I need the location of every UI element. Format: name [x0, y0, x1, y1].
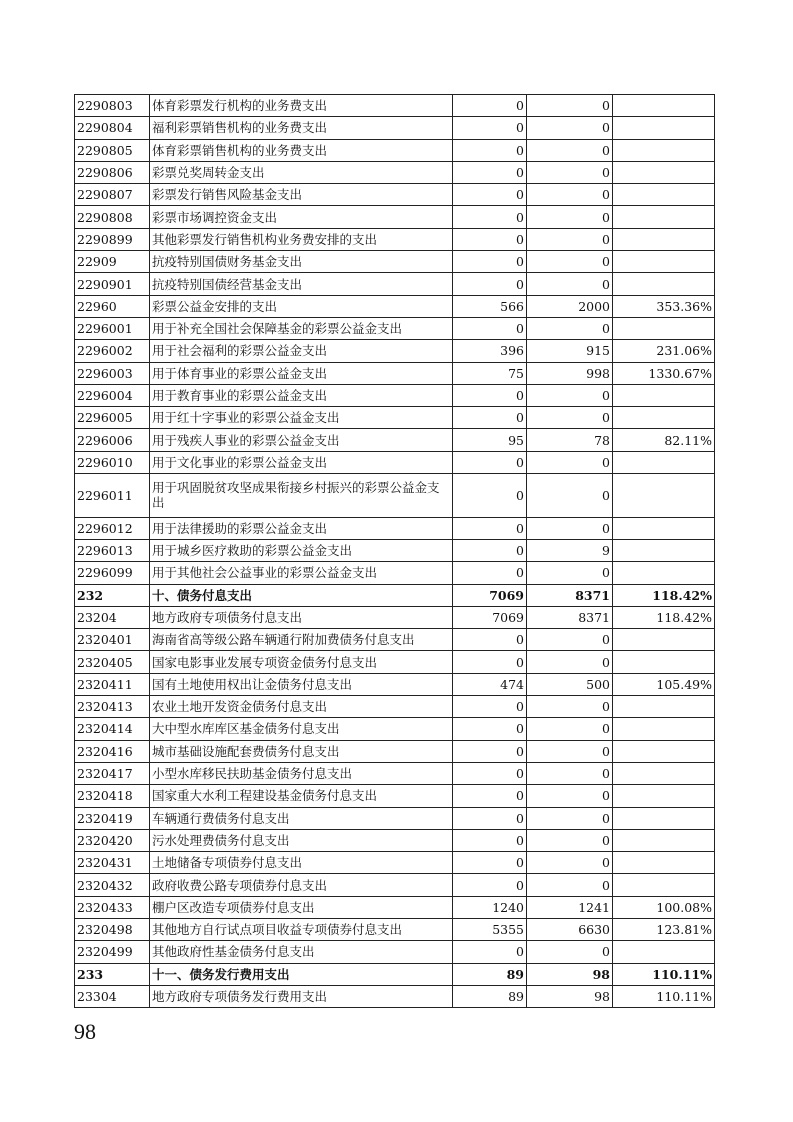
table-row: [75, 407, 715, 429]
page-number: 98: [74, 1019, 96, 1044]
cell-value-1: 396: [453, 340, 527, 362]
cell-percent: [613, 651, 715, 673]
cell-code: 2320418: [75, 785, 150, 807]
table-row: [75, 629, 715, 651]
cell-code: 23204: [75, 606, 150, 628]
cell-value-2: 0: [527, 829, 613, 851]
cell-value-2: 915: [527, 340, 613, 362]
cell-name: 抗疫特别国债经营基金支出: [150, 273, 453, 295]
cell-value-1: 0: [453, 852, 527, 874]
table-row: [75, 184, 715, 206]
table-row: [75, 139, 715, 161]
table-row: [75, 384, 715, 406]
cell-value-2: 0: [527, 740, 613, 762]
cell-value-2: 0: [527, 562, 613, 584]
cell-percent: [613, 807, 715, 829]
table-row: [75, 317, 715, 339]
cell-code: 233: [75, 963, 150, 985]
table-row: [75, 273, 715, 295]
cell-value-1: 0: [453, 807, 527, 829]
cell-code: 2320413: [75, 696, 150, 718]
cell-name: 其他政府性基金债务付息支出: [150, 941, 453, 963]
cell-code: 2320417: [75, 762, 150, 784]
cell-value-1: 0: [453, 740, 527, 762]
table-row: [75, 95, 715, 117]
cell-value-1: 0: [453, 161, 527, 183]
cell-percent: [613, 718, 715, 740]
cell-value-1: 0: [453, 206, 527, 228]
cell-code: 2296001: [75, 317, 150, 339]
cell-name: 用于城乡医疗救助的彩票公益金支出: [150, 539, 453, 561]
cell-code: 232: [75, 584, 150, 606]
cell-name: 其他彩票发行销售机构业务费安排的支出: [150, 228, 453, 250]
cell-value-1: 0: [453, 407, 527, 429]
cell-percent: [613, 517, 715, 539]
cell-name: 国家电影事业发展专项资金债务付息支出: [150, 651, 453, 673]
cell-percent: [613, 228, 715, 250]
cell-name: 福利彩票销售机构的业务费支出: [150, 117, 453, 139]
cell-name: 小型水库移民扶助基金债务付息支出: [150, 762, 453, 784]
cell-value-1: 0: [453, 251, 527, 273]
cell-percent: 118.42%: [613, 584, 715, 606]
cell-value-2: 0: [527, 228, 613, 250]
cell-value-1: 0: [453, 474, 527, 518]
cell-percent: 231.06%: [613, 340, 715, 362]
cell-value-2: 998: [527, 362, 613, 384]
table-row: [75, 718, 715, 740]
cell-name: 用于残疾人事业的彩票公益金支出: [150, 429, 453, 451]
table-row: [75, 161, 715, 183]
cell-name: 彩票市场调控资金支出: [150, 206, 453, 228]
cell-value-1: 0: [453, 384, 527, 406]
cell-code: 2290807: [75, 184, 150, 206]
cell-name: 体育彩票销售机构的业务费支出: [150, 139, 453, 161]
cell-name: 棚户区改造专项债券付息支出: [150, 896, 453, 918]
table-row: [75, 785, 715, 807]
table-row: [75, 340, 715, 362]
cell-percent: [613, 161, 715, 183]
cell-value-1: 0: [453, 651, 527, 673]
cell-name: 十一、债务发行费用支出: [150, 963, 453, 985]
cell-value-1: 89: [453, 985, 527, 1007]
cell-value-2: 0: [527, 941, 613, 963]
cell-code: 2320433: [75, 896, 150, 918]
cell-code: 23304: [75, 985, 150, 1007]
cell-value-2: 0: [527, 785, 613, 807]
cell-percent: [613, 941, 715, 963]
cell-value-2: 8371: [527, 584, 613, 606]
table-row: [75, 941, 715, 963]
cell-value-1: 7069: [453, 606, 527, 628]
table-row: [75, 362, 715, 384]
cell-code: 2296099: [75, 562, 150, 584]
cell-name: 彩票公益金安排的支出: [150, 295, 453, 317]
cell-value-2: 0: [527, 317, 613, 339]
table-row: [75, 762, 715, 784]
cell-value-2: 0: [527, 184, 613, 206]
cell-percent: [613, 251, 715, 273]
cell-percent: 105.49%: [613, 673, 715, 695]
cell-code: 2320419: [75, 807, 150, 829]
cell-percent: 123.81%: [613, 918, 715, 940]
cell-value-2: 2000: [527, 295, 613, 317]
cell-code: 2320420: [75, 829, 150, 851]
cell-percent: [613, 829, 715, 851]
cell-name: 体育彩票发行机构的业务费支出: [150, 95, 453, 117]
cell-percent: 110.11%: [613, 985, 715, 1007]
cell-value-1: 5355: [453, 918, 527, 940]
cell-percent: [613, 696, 715, 718]
cell-value-2: 9: [527, 539, 613, 561]
table-row: [75, 673, 715, 695]
cell-value-1: 1240: [453, 896, 527, 918]
cell-value-1: 0: [453, 874, 527, 896]
cell-value-2: 78: [527, 429, 613, 451]
cell-code: 2296002: [75, 340, 150, 362]
cell-percent: [613, 562, 715, 584]
cell-code: 2296006: [75, 429, 150, 451]
table-row: [75, 451, 715, 473]
cell-value-2: 0: [527, 696, 613, 718]
table-row: [75, 251, 715, 273]
cell-percent: [613, 384, 715, 406]
cell-name: 用于其他社会公益事业的彩票公益金支出: [150, 562, 453, 584]
cell-value-2: 0: [527, 139, 613, 161]
cell-percent: [613, 451, 715, 473]
cell-code: 2290806: [75, 161, 150, 183]
cell-code: 2320498: [75, 918, 150, 940]
cell-percent: 118.42%: [613, 606, 715, 628]
cell-value-1: 0: [453, 829, 527, 851]
cell-value-1: 0: [453, 184, 527, 206]
cell-name: 用于文化事业的彩票公益金支出: [150, 451, 453, 473]
cell-value-1: 0: [453, 517, 527, 539]
cell-value-1: 95: [453, 429, 527, 451]
cell-name: 彩票兑奖周转金支出: [150, 161, 453, 183]
cell-value-1: 0: [453, 139, 527, 161]
cell-code: 2296011: [75, 474, 150, 518]
cell-name: 海南省高等级公路车辆通行附加费债务付息支出: [150, 629, 453, 651]
table-row: [75, 228, 715, 250]
cell-code: 2320431: [75, 852, 150, 874]
cell-code: 2296013: [75, 539, 150, 561]
table-row: [75, 606, 715, 628]
cell-code: 2296005: [75, 407, 150, 429]
cell-percent: [613, 852, 715, 874]
cell-code: 2290804: [75, 117, 150, 139]
cell-value-2: 6630: [527, 918, 613, 940]
cell-value-1: 566: [453, 295, 527, 317]
cell-value-1: 0: [453, 762, 527, 784]
cell-value-2: 0: [527, 807, 613, 829]
table-row: [75, 517, 715, 539]
cell-code: 2290901: [75, 273, 150, 295]
cell-percent: [613, 95, 715, 117]
cell-code: 2296010: [75, 451, 150, 473]
cell-percent: [613, 629, 715, 651]
cell-name: 其他地方自行试点项目收益专项债券付息支出: [150, 918, 453, 940]
cell-code: 2320411: [75, 673, 150, 695]
table-row: [75, 740, 715, 762]
cell-percent: [613, 740, 715, 762]
cell-name: 土地储备专项债券付息支出: [150, 852, 453, 874]
table-row: [75, 918, 715, 940]
cell-percent: [613, 539, 715, 561]
cell-value-1: 89: [453, 963, 527, 985]
cell-name: 国有土地使用权出让金债务付息支出: [150, 673, 453, 695]
table-row: [75, 985, 715, 1007]
cell-code: 2320416: [75, 740, 150, 762]
cell-name: 地方政府专项债务付息支出: [150, 606, 453, 628]
cell-value-2: 1241: [527, 896, 613, 918]
cell-percent: [613, 184, 715, 206]
cell-name: 用于社会福利的彩票公益金支出: [150, 340, 453, 362]
table-row: [75, 696, 715, 718]
cell-value-1: 0: [453, 228, 527, 250]
cell-value-1: 474: [453, 673, 527, 695]
cell-value-2: 0: [527, 206, 613, 228]
cell-value-1: 0: [453, 117, 527, 139]
cell-percent: 82.11%: [613, 429, 715, 451]
cell-code: 22960: [75, 295, 150, 317]
cell-value-2: 0: [527, 273, 613, 295]
table-row: [75, 429, 715, 451]
cell-percent: [613, 206, 715, 228]
cell-value-2: 98: [527, 963, 613, 985]
cell-name: 十、债务付息支出: [150, 584, 453, 606]
cell-value-1: 0: [453, 562, 527, 584]
cell-code: 2290805: [75, 139, 150, 161]
cell-code: 2290808: [75, 206, 150, 228]
cell-value-2: 0: [527, 718, 613, 740]
cell-value-2: 0: [527, 251, 613, 273]
cell-percent: [613, 874, 715, 896]
cell-name: 用于红十字事业的彩票公益金支出: [150, 407, 453, 429]
cell-value-2: 0: [527, 629, 613, 651]
table-row: [75, 651, 715, 673]
cell-value-2: 500: [527, 673, 613, 695]
cell-name: 用于体育事业的彩票公益金支出: [150, 362, 453, 384]
table-row: [75, 117, 715, 139]
table-row: [75, 474, 715, 518]
cell-value-2: 0: [527, 651, 613, 673]
cell-name: 用于教育事业的彩票公益金支出: [150, 384, 453, 406]
budget-expenditure-table: [74, 94, 715, 1008]
cell-value-2: 0: [527, 95, 613, 117]
cell-name: 政府收费公路专项债券付息支出: [150, 874, 453, 896]
cell-percent: [613, 317, 715, 339]
cell-code: 2296004: [75, 384, 150, 406]
cell-value-1: 0: [453, 696, 527, 718]
table-row: [75, 295, 715, 317]
cell-value-1: 7069: [453, 584, 527, 606]
cell-value-2: 98: [527, 985, 613, 1007]
cell-value-2: 0: [527, 161, 613, 183]
cell-name: 地方政府专项债务发行费用支出: [150, 985, 453, 1007]
cell-code: 2320405: [75, 651, 150, 673]
cell-value-1: 0: [453, 451, 527, 473]
cell-name: 国家重大水利工程建设基金债务付息支出: [150, 785, 453, 807]
table-row: [75, 206, 715, 228]
cell-value-1: 0: [453, 785, 527, 807]
table-row: [75, 896, 715, 918]
cell-code: 2296012: [75, 517, 150, 539]
cell-code: 2320414: [75, 718, 150, 740]
table-body: [75, 95, 715, 1008]
cell-name: 用于巩固脱贫攻坚成果衔接乡村振兴的彩票公益金支出: [150, 474, 453, 518]
cell-percent: [613, 139, 715, 161]
cell-value-2: 0: [527, 762, 613, 784]
cell-name: 用于补充全国社会保障基金的彩票公益金支出: [150, 317, 453, 339]
table-row: [75, 539, 715, 561]
table-row: [75, 829, 715, 851]
cell-percent: [613, 273, 715, 295]
cell-code: 2320432: [75, 874, 150, 896]
cell-percent: [613, 407, 715, 429]
cell-percent: [613, 785, 715, 807]
cell-code: 22909: [75, 251, 150, 273]
cell-percent: 1330.67%: [613, 362, 715, 384]
cell-name: 车辆通行费债务付息支出: [150, 807, 453, 829]
cell-value-1: 75: [453, 362, 527, 384]
cell-value-1: 0: [453, 317, 527, 339]
cell-code: 2320401: [75, 629, 150, 651]
cell-value-2: 8371: [527, 606, 613, 628]
cell-name: 污水处理费债务付息支出: [150, 829, 453, 851]
cell-name: 抗疫特别国债财务基金支出: [150, 251, 453, 273]
cell-code: 2320499: [75, 941, 150, 963]
cell-percent: 110.11%: [613, 963, 715, 985]
table-row: [75, 807, 715, 829]
cell-code: 2296003: [75, 362, 150, 384]
cell-value-2: 0: [527, 117, 613, 139]
cell-name: 大中型水库库区基金债务付息支出: [150, 718, 453, 740]
cell-value-2: 0: [527, 407, 613, 429]
cell-name: 农业土地开发资金债务付息支出: [150, 696, 453, 718]
cell-code: 2290899: [75, 228, 150, 250]
cell-value-2: 0: [527, 384, 613, 406]
cell-value-1: 0: [453, 629, 527, 651]
cell-value-2: 0: [527, 517, 613, 539]
cell-percent: 100.08%: [613, 896, 715, 918]
cell-value-1: 0: [453, 95, 527, 117]
cell-value-1: 0: [453, 539, 527, 561]
cell-value-1: 0: [453, 273, 527, 295]
cell-value-1: 0: [453, 941, 527, 963]
table-row: [75, 562, 715, 584]
cell-value-2: 0: [527, 474, 613, 518]
cell-code: 2290803: [75, 95, 150, 117]
cell-name: 用于法律援助的彩票公益金支出: [150, 517, 453, 539]
cell-value-2: 0: [527, 874, 613, 896]
table-row: [75, 852, 715, 874]
cell-percent: [613, 474, 715, 518]
cell-percent: 353.36%: [613, 295, 715, 317]
cell-name: 城市基础设施配套费债务付息支出: [150, 740, 453, 762]
cell-percent: [613, 762, 715, 784]
cell-value-2: 0: [527, 852, 613, 874]
cell-percent: [613, 117, 715, 139]
cell-value-1: 0: [453, 718, 527, 740]
table-row: [75, 584, 715, 606]
cell-name: 彩票发行销售风险基金支出: [150, 184, 453, 206]
table-row: [75, 963, 715, 985]
table-row: [75, 874, 715, 896]
cell-value-2: 0: [527, 451, 613, 473]
